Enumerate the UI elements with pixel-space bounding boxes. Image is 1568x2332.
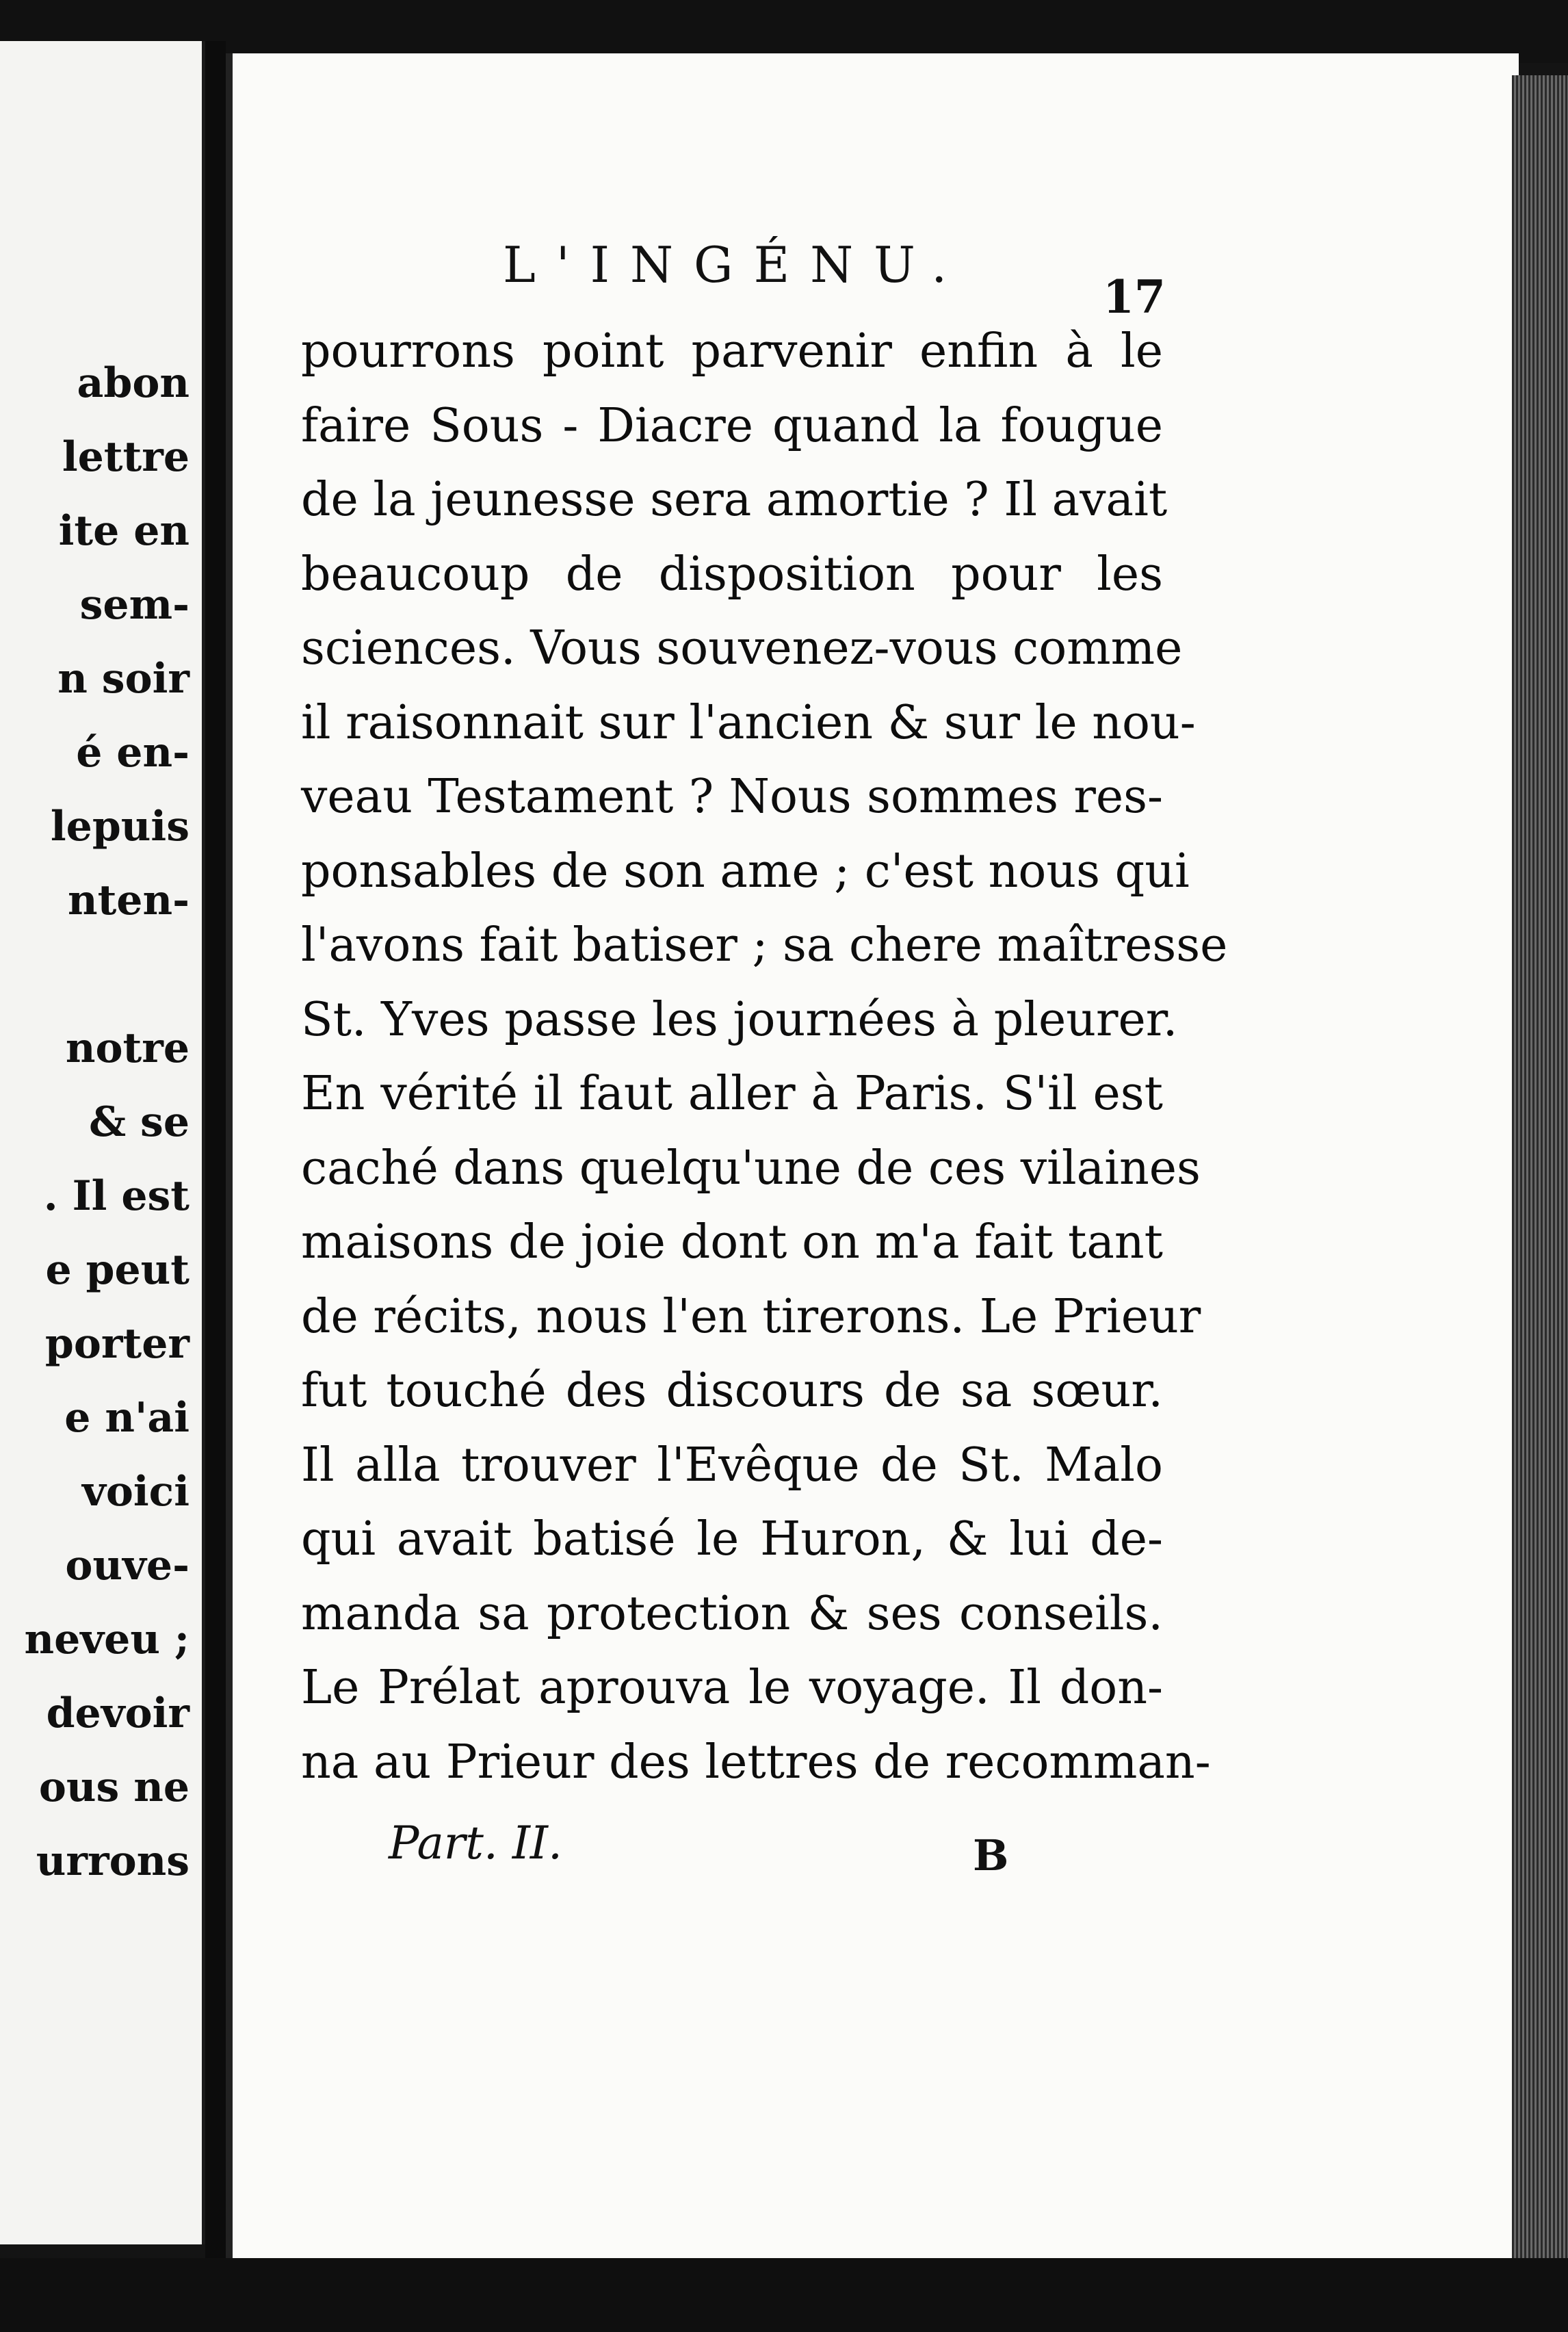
text-line: pourrons point parvenir enfin à le [301,324,1163,378]
left-page-line: lettre [62,433,190,481]
text-line: sciences. Vous souvenez-vous comme [301,621,1183,675]
left-page-line: lepuis [50,803,190,851]
left-page-line: neveu ; [24,1616,190,1663]
text-line: fut touché des discours de sa sœur. [301,1364,1163,1418]
left-page-line: e peut [45,1246,190,1294]
left-page-line: porter [44,1320,190,1368]
text-line: caché dans quelqu'une de ces vilaines [301,1141,1201,1195]
text-line: manda sa protection & ses conseils. [301,1586,1163,1641]
signature-mark: Part. II. [389,1817,562,1869]
left-page-line: devoir [46,1689,190,1737]
text-line: veau Testament ? Nous sommes res- [301,770,1163,824]
text-line: de récits, nous l'en tirerons. Le Prieur [301,1289,1201,1344]
left-page-line: é en- [76,729,190,777]
left-page-line: n soir [57,655,190,703]
left-page-line: ite en [58,507,190,555]
left-page-fragment [0,41,206,2244]
left-page-line: e n'ai [64,1394,190,1442]
text-line: qui avait batisé le Huron, & lui de- [301,1512,1163,1566]
text-line: maisons de joie dont on m'a fait tant [301,1215,1163,1269]
gathering-mark: B [973,1830,1009,1880]
left-page-line: & se [88,1098,190,1146]
text-line: il raisonnait sur l'ancien & sur le nou- [301,695,1196,750]
left-page-line: voici [81,1468,190,1516]
left-page-line: ouve- [65,1542,190,1590]
text-line: Il alla trouver l'Evêque de St. Malo [301,1438,1163,1492]
page-number: 17 [1103,270,1166,324]
left-page-line: urrons [36,1837,190,1885]
left-page-line: sem- [79,581,190,629]
left-page-line: . Il est [43,1172,190,1220]
text-line: na au Prieur des lettres de recomman- [301,1735,1211,1789]
text-line: En vérité il faut aller à Paris. S'il est [301,1067,1163,1121]
left-page-line: notre [65,1024,190,1072]
scan-frame-bottom [0,2258,1568,2332]
left-page-line: abon [77,359,190,407]
left-page-line: ous ne [38,1763,190,1811]
text-line: beaucoup de disposition pour les [301,547,1163,601]
text-line: l'avons fait batiser ; sa chere maîtresse [301,918,1228,972]
text-line: faire Sous - Diacre quand la fougue [301,398,1163,453]
text-line: de la jeunesse sera amortie ? Il avait [301,473,1168,527]
text-line: ponsables de son ame ; c'est nous qui [301,844,1190,898]
text-line: Le Prélat aprouva le voyage. Il don- [301,1661,1163,1715]
running-header: L'INGÉNU. [503,236,968,294]
left-page-line: nten- [67,877,190,924]
page-edges [1512,75,1568,2258]
text-line: St. Yves passe les journées à pleurer. [301,992,1178,1047]
book-gutter [205,41,226,2258]
